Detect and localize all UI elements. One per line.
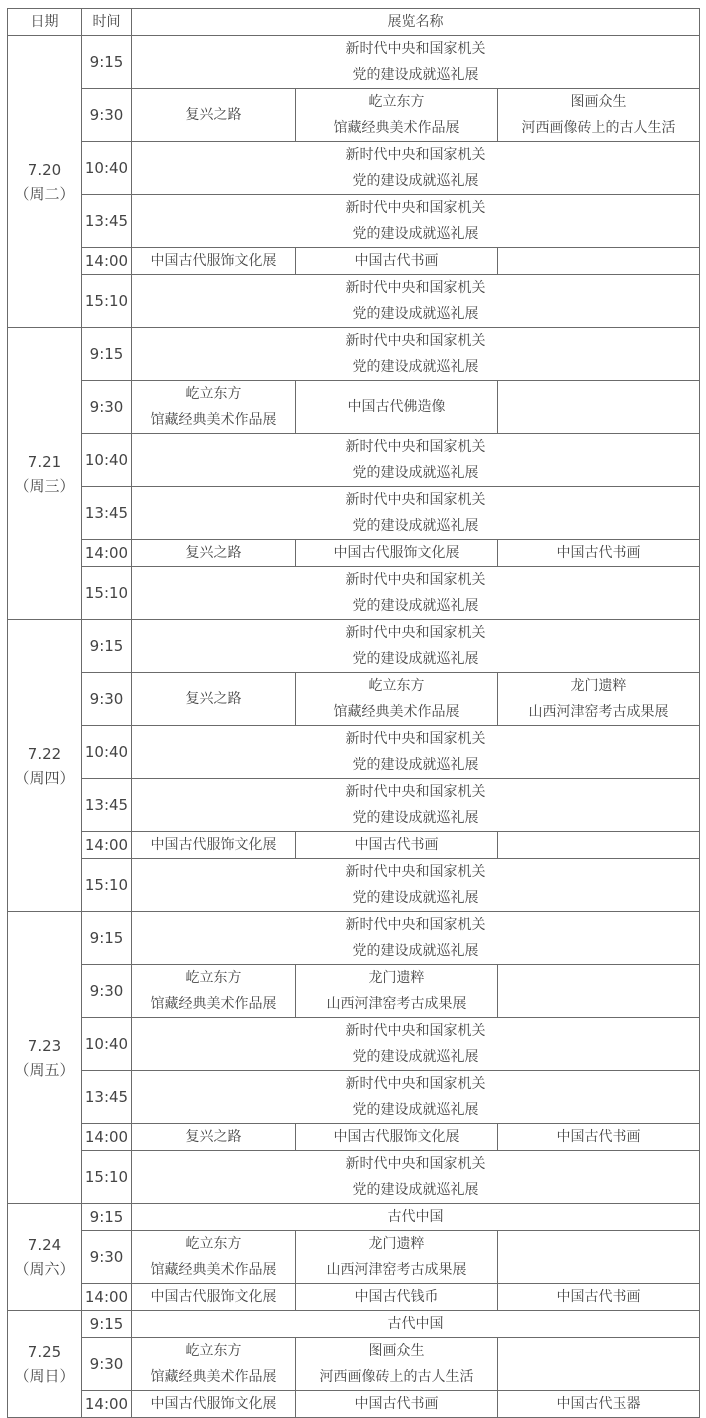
exhibition-cell (132, 779, 700, 832)
exhibition-name-line: 龙门遗粹 (570, 678, 627, 694)
schedule-row (8, 1151, 700, 1204)
weekday-value: （周日） (14, 1367, 75, 1385)
exhibition-cell (296, 248, 498, 275)
exhibition-name-line: 党的建设成就巡礼展 (352, 890, 479, 906)
exhibition-cell (132, 912, 700, 965)
date-value: 7.22 (27, 744, 62, 763)
schedule-row (8, 1018, 700, 1071)
schedule-row (8, 540, 700, 567)
exhibition-cell (132, 1231, 296, 1284)
weekday-value: （周二） (14, 184, 75, 203)
exhibition-name-line: 屹立东方 (185, 1236, 242, 1252)
exhibition-name-line: 中国古代书画 (556, 1129, 641, 1145)
exhibition-cell (132, 195, 700, 248)
time-cell: 15:10 (82, 859, 132, 912)
exhibition-name-line: 党的建设成就巡礼展 (352, 651, 479, 667)
exhibition-cell (132, 1311, 700, 1338)
exhibition-cell (498, 673, 700, 726)
exhibition-name-line: 屹立东方 (185, 1343, 242, 1359)
exhibition-name-line: 山西河津窑考古成果展 (326, 1262, 467, 1278)
exhibition-name-line: 新时代中央和国家机关 (345, 1156, 486, 1172)
date-value: 7.23 (27, 1036, 62, 1055)
date-value: 7.25 (27, 1343, 62, 1361)
exhibition-cell (132, 36, 700, 89)
weekday-value: （周五） (14, 1060, 75, 1079)
time-cell: 14:00 (82, 832, 132, 859)
exhibition-name-line: 新时代中央和国家机关 (345, 1023, 486, 1039)
date-cell (8, 620, 82, 912)
exhibition-name-line: 河西画像砖上的古人生活 (521, 120, 676, 136)
exhibition-cell (132, 832, 296, 859)
exhibition-cell (296, 89, 498, 142)
exhibition-cell (132, 248, 296, 275)
schedule-row (8, 275, 700, 328)
exhibition-name-line: 新时代中央和国家机关 (345, 625, 486, 641)
exhibition-cell (132, 275, 700, 328)
exhibition-cell (132, 859, 700, 912)
time-cell: 10:40 (82, 142, 132, 195)
exhibition-name-line: 党的建设成就巡礼展 (352, 943, 479, 959)
exhibition-cell (132, 726, 700, 779)
empty-cell (498, 965, 700, 1018)
exhibition-name-line: 馆藏经典美术作品展 (333, 120, 460, 136)
exhibition-name-line: 党的建设成就巡礼展 (352, 226, 479, 242)
exhibition-name-line: 党的建设成就巡礼展 (352, 359, 479, 375)
time-cell: 10:40 (82, 434, 132, 487)
time-cell: 9:30 (82, 965, 132, 1018)
time-cell: 14:00 (82, 248, 132, 275)
exhibition-name-line: 复兴之路 (185, 691, 242, 707)
exhibition-name-line: 中国古代书画 (354, 253, 439, 269)
time-cell: 10:40 (82, 1018, 132, 1071)
exhibition-cell (132, 673, 296, 726)
exhibition-name-line: 中国古代服饰文化展 (150, 837, 277, 853)
exhibition-cell (296, 673, 498, 726)
time-cell: 14:00 (82, 540, 132, 567)
exhibition-name-line: 党的建设成就巡礼展 (352, 67, 479, 83)
empty-cell (498, 832, 700, 859)
exhibition-name-line: 中国古代书画 (354, 1396, 439, 1412)
schedule-row (8, 1231, 700, 1284)
exhibition-name-line: 山西河津窑考古成果展 (326, 996, 467, 1012)
schedule-row (8, 142, 700, 195)
exhibition-name-line: 新时代中央和国家机关 (345, 864, 486, 880)
exhibition-cell (132, 1204, 700, 1231)
exhibition-cell (498, 89, 700, 142)
exhibition-cell (132, 1391, 296, 1418)
exhibition-name-line: 党的建设成就巡礼展 (352, 518, 479, 534)
schedule-row (8, 1124, 700, 1151)
exhibition-cell (132, 1018, 700, 1071)
time-cell: 13:45 (82, 487, 132, 540)
schedule-row (8, 673, 700, 726)
empty-cell (498, 1338, 700, 1391)
exhibition-cell (132, 620, 700, 673)
exhibition-cell (296, 540, 498, 567)
exhibition-name-line: 党的建设成就巡礼展 (352, 1102, 479, 1118)
exhibition-name-line: 中国古代钱币 (354, 1289, 439, 1305)
schedule-row (8, 248, 700, 275)
exhibition-name-line: 党的建设成就巡礼展 (352, 810, 479, 826)
exhibition-name-line: 中国古代服饰文化展 (150, 1396, 277, 1412)
exhibition-name-line: 中国古代佛造像 (347, 399, 446, 415)
exhibition-name-line: 屹立东方 (185, 970, 242, 986)
weekday-value: （周六） (14, 1260, 75, 1278)
time-cell: 10:40 (82, 726, 132, 779)
schedule-row (8, 487, 700, 540)
time-cell: 9:15 (82, 36, 132, 89)
exhibition-name-line: 馆藏经典美术作品展 (150, 412, 277, 428)
exhibition-name-line: 新时代中央和国家机关 (345, 41, 486, 57)
schedule-row (8, 328, 700, 381)
time-cell: 9:30 (82, 673, 132, 726)
time-cell: 13:45 (82, 1071, 132, 1124)
exhibition-cell (132, 89, 296, 142)
time-cell: 15:10 (82, 275, 132, 328)
exhibition-cell (498, 1284, 700, 1311)
schedule-row (8, 1311, 700, 1338)
time-cell: 14:00 (82, 1284, 132, 1311)
exhibition-cell (132, 567, 700, 620)
time-cell: 14:00 (82, 1391, 132, 1418)
empty-cell (498, 381, 700, 434)
time-cell: 9:15 (82, 1311, 132, 1338)
exhibition-cell (498, 1124, 700, 1151)
exhibition-name-line: 古代中国 (387, 1316, 444, 1332)
exhibition-cell (132, 434, 700, 487)
time-cell: 15:10 (82, 567, 132, 620)
schedule-row (8, 912, 700, 965)
exhibition-name-line: 中国古代玉器 (556, 1396, 641, 1412)
schedule-row (8, 195, 700, 248)
date-value: 7.24 (27, 1236, 62, 1254)
time-cell: 14:00 (82, 1124, 132, 1151)
exhibition-cell (132, 1338, 296, 1391)
exhibition-name-line: 中国古代书画 (354, 837, 439, 853)
schedule-body (8, 36, 700, 1418)
exhibition-schedule-table (7, 8, 700, 1418)
exhibition-cell (296, 381, 498, 434)
exhibition-cell (296, 965, 498, 1018)
exhibition-name-line: 党的建设成就巡礼展 (352, 1182, 479, 1198)
date-value: 7.20 (27, 160, 62, 179)
date-cell (8, 1204, 82, 1311)
exhibition-name-line: 党的建设成就巡礼展 (352, 173, 479, 189)
schedule-row (8, 832, 700, 859)
time-cell: 9:15 (82, 912, 132, 965)
schedule-row (8, 965, 700, 1018)
time-cell: 13:45 (82, 195, 132, 248)
exhibition-name-line: 图画众生 (570, 94, 627, 110)
exhibition-cell (132, 142, 700, 195)
time-cell: 13:45 (82, 779, 132, 832)
exhibition-name-line: 复兴之路 (185, 107, 242, 123)
schedule-row (8, 779, 700, 832)
exhibition-name-line: 党的建设成就巡礼展 (352, 1049, 479, 1065)
exhibition-name-line: 屹立东方 (368, 678, 425, 694)
exhibition-cell (132, 328, 700, 381)
exhibition-cell (132, 1151, 700, 1204)
exhibition-cell (132, 965, 296, 1018)
exhibition-name-line: 中国古代书画 (556, 1289, 641, 1305)
exhibition-name-line: 图画众生 (368, 1343, 425, 1359)
exhibition-name-line: 新时代中央和国家机关 (345, 784, 486, 800)
date-cell (8, 36, 82, 328)
exhibition-name-line: 中国古代服饰文化展 (333, 545, 460, 561)
exhibition-cell (296, 832, 498, 859)
exhibition-name-line: 屹立东方 (185, 386, 242, 402)
schedule-row (8, 1204, 700, 1231)
exhibition-name-line: 馆藏经典美术作品展 (150, 1262, 277, 1278)
exhibition-cell (132, 487, 700, 540)
weekday-value: （周四） (14, 768, 75, 787)
exhibition-name-line: 新时代中央和国家机关 (345, 280, 486, 296)
schedule-row (8, 36, 700, 89)
exhibition-name-line: 党的建设成就巡礼展 (352, 465, 479, 481)
exhibition-cell (498, 1391, 700, 1418)
schedule-row (8, 1338, 700, 1391)
exhibition-name-line: 龙门遗粹 (368, 1236, 425, 1252)
time-cell: 9:30 (82, 381, 132, 434)
exhibition-name-line: 新时代中央和国家机关 (345, 439, 486, 455)
date-value: 7.21 (27, 452, 62, 471)
exhibition-name-line: 新时代中央和国家机关 (345, 200, 486, 216)
schedule-row (8, 859, 700, 912)
exhibition-name-line: 党的建设成就巡礼展 (352, 757, 479, 773)
time-cell: 9:30 (82, 89, 132, 142)
exhibition-name-line: 复兴之路 (185, 1129, 242, 1145)
exhibition-cell (132, 1284, 296, 1311)
time-cell: 9:15 (82, 620, 132, 673)
exhibition-cell (132, 1071, 700, 1124)
time-cell: 9:30 (82, 1338, 132, 1391)
date-cell (8, 1311, 82, 1418)
date-cell (8, 912, 82, 1204)
exhibition-name-line: 馆藏经典美术作品展 (150, 996, 277, 1012)
exhibition-name-line: 复兴之路 (185, 545, 242, 561)
time-cell: 9:15 (82, 1204, 132, 1231)
exhibition-name-line: 新时代中央和国家机关 (345, 731, 486, 747)
header-date: 日期 (8, 9, 82, 36)
schedule-row (8, 1071, 700, 1124)
exhibition-name-line: 龙门遗粹 (368, 970, 425, 986)
empty-cell (498, 1231, 700, 1284)
schedule-row (8, 726, 700, 779)
exhibition-cell (132, 1124, 296, 1151)
exhibition-name-line: 古代中国 (387, 1209, 444, 1225)
exhibition-name-line: 新时代中央和国家机关 (345, 917, 486, 933)
schedule-row (8, 1391, 700, 1418)
exhibition-name-line: 新时代中央和国家机关 (345, 147, 486, 163)
exhibition-name-line: 中国古代服饰文化展 (150, 253, 277, 269)
exhibition-name-line: 河西画像砖上的古人生活 (319, 1369, 474, 1385)
exhibition-name-line: 中国古代服饰文化展 (333, 1129, 460, 1145)
schedule-row (8, 620, 700, 673)
exhibition-name-line: 中国古代书画 (556, 545, 641, 561)
exhibition-cell (498, 540, 700, 567)
exhibition-name-line: 山西河津窑考古成果展 (528, 704, 669, 720)
exhibition-cell (296, 1338, 498, 1391)
exhibition-name-line: 馆藏经典美术作品展 (333, 704, 460, 720)
schedule-row (8, 1284, 700, 1311)
weekday-value: （周三） (14, 476, 75, 495)
schedule-row (8, 89, 700, 142)
exhibition-name-line: 新时代中央和国家机关 (345, 1076, 486, 1092)
time-cell: 15:10 (82, 1151, 132, 1204)
exhibition-cell (296, 1124, 498, 1151)
time-cell: 9:30 (82, 1231, 132, 1284)
empty-cell (498, 248, 700, 275)
exhibition-name-line: 党的建设成就巡礼展 (352, 598, 479, 614)
schedule-row (8, 567, 700, 620)
schedule-row (8, 381, 700, 434)
exhibition-cell (132, 381, 296, 434)
header-row (8, 9, 700, 36)
exhibition-name-line: 党的建设成就巡礼展 (352, 306, 479, 322)
time-cell: 9:15 (82, 328, 132, 381)
date-cell (8, 328, 82, 620)
header-exhibition-name: 展览名称 (132, 9, 700, 36)
schedule-row (8, 434, 700, 487)
exhibition-name-line: 新时代中央和国家机关 (345, 492, 486, 508)
exhibition-name-line: 新时代中央和国家机关 (345, 572, 486, 588)
exhibition-name-line: 新时代中央和国家机关 (345, 333, 486, 349)
exhibition-name-line: 中国古代服饰文化展 (150, 1289, 277, 1305)
exhibition-name-line: 馆藏经典美术作品展 (150, 1369, 277, 1385)
exhibition-cell (296, 1231, 498, 1284)
exhibition-name-line: 屹立东方 (368, 94, 425, 110)
exhibition-cell (132, 540, 296, 567)
exhibition-cell (296, 1391, 498, 1418)
header-time: 时间 (82, 9, 132, 36)
exhibition-cell (296, 1284, 498, 1311)
